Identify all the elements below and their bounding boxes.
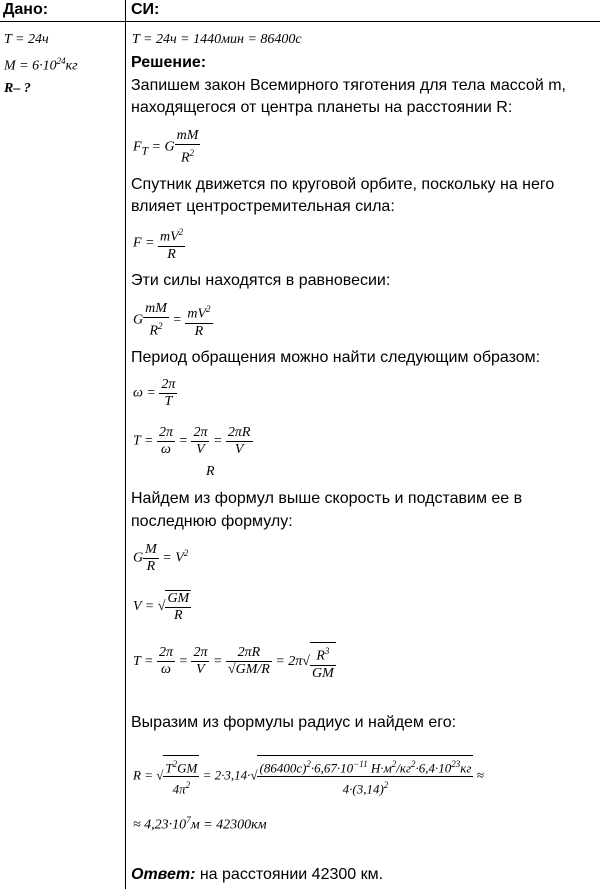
text-p1b: находящегося от центра планеты на расстоянии R: [131, 99, 513, 116]
header-divider [0, 21, 600, 22]
formula-velocity: V = √ $\frac{GM}{R}$ [133, 591, 190, 623]
answer-text: на расстоянии 42300 км. [195, 866, 384, 883]
text-p5b: последнюю формулу: [131, 513, 293, 530]
formula-velocity-sq: G $\frac{M}{R}$ = $V^2$ [133, 542, 189, 574]
answer-label: Ответ: [131, 866, 196, 883]
given-period: T = 24ч [4, 32, 49, 47]
text-p6: Выразим из формулы радиус и найдем его: [131, 714, 457, 731]
formula-period-final: T = $\frac{2\pi}{\omega}$ = $\frac{2\pi}{V}$ = $\frac{2\pi R}{√GM/R}$ = 2π√ $\frac{R^3}{GM}$ [133, 642, 336, 682]
text-p2b: влияет центростремительная сила: [131, 198, 395, 215]
column-divider [125, 0, 126, 889]
solution-title: Решение: [131, 54, 207, 71]
formula-omega: ω = $\frac{2\pi}{T}$ [133, 377, 176, 409]
given-header: Дано: [3, 1, 49, 18]
text-p2: Спутник движется по круговой орбите, поскольку на него [131, 176, 555, 193]
formula-result: ≈ $4,23\cdot 10^7м = 42300км$ [133, 815, 267, 833]
formula-period: T = $\frac{2\pi}{\omega}$ = $\frac{2\pi}{V}$ = $\frac{2\pi R}{V}$ [133, 425, 251, 457]
text-p3: Эти силы находятся в равновесии: [131, 272, 391, 289]
formula-centripetal: F = $\frac{mV^2}{R}$ [133, 224, 185, 263]
text-p4: Период обращения можно найти следующим образом: [131, 349, 541, 366]
formula-equilibrium: G $\frac{mM}{R^2}$ = $\frac{mV^2}{R}$ [133, 301, 211, 339]
given-mass: $M = 6\cdot 10^{24}кг$ [4, 56, 78, 74]
formula-radius: R = √ $\frac{T^2GM}{4\pi^2}$ = 2·3,14·√ $\frac{(86400с)^2\cdot 6,67\cdot 10^{-11} Н\cdot м^2/кг^2\cdot 6,4\cdot 10^{23}кг}{4\cdot(3,14)^2}$ ≈ [133, 755, 484, 798]
formula-period-r: R [206, 464, 215, 479]
si-conversion: T = 24ч = 1440мин = 86400с [132, 32, 302, 47]
text-p1: Запишем закон Всемирного тяготения для тела массой m, [131, 77, 566, 94]
answer [131, 864, 383, 885]
given-unknown: R– ? [4, 81, 31, 96]
formula-gravity: $F_T = G$ $\frac{mM}{R^2}$ [133, 128, 199, 166]
si-header: СИ: [131, 1, 160, 18]
text-p5: Найдем из формул выше скорость и подставим ее в [131, 490, 523, 507]
